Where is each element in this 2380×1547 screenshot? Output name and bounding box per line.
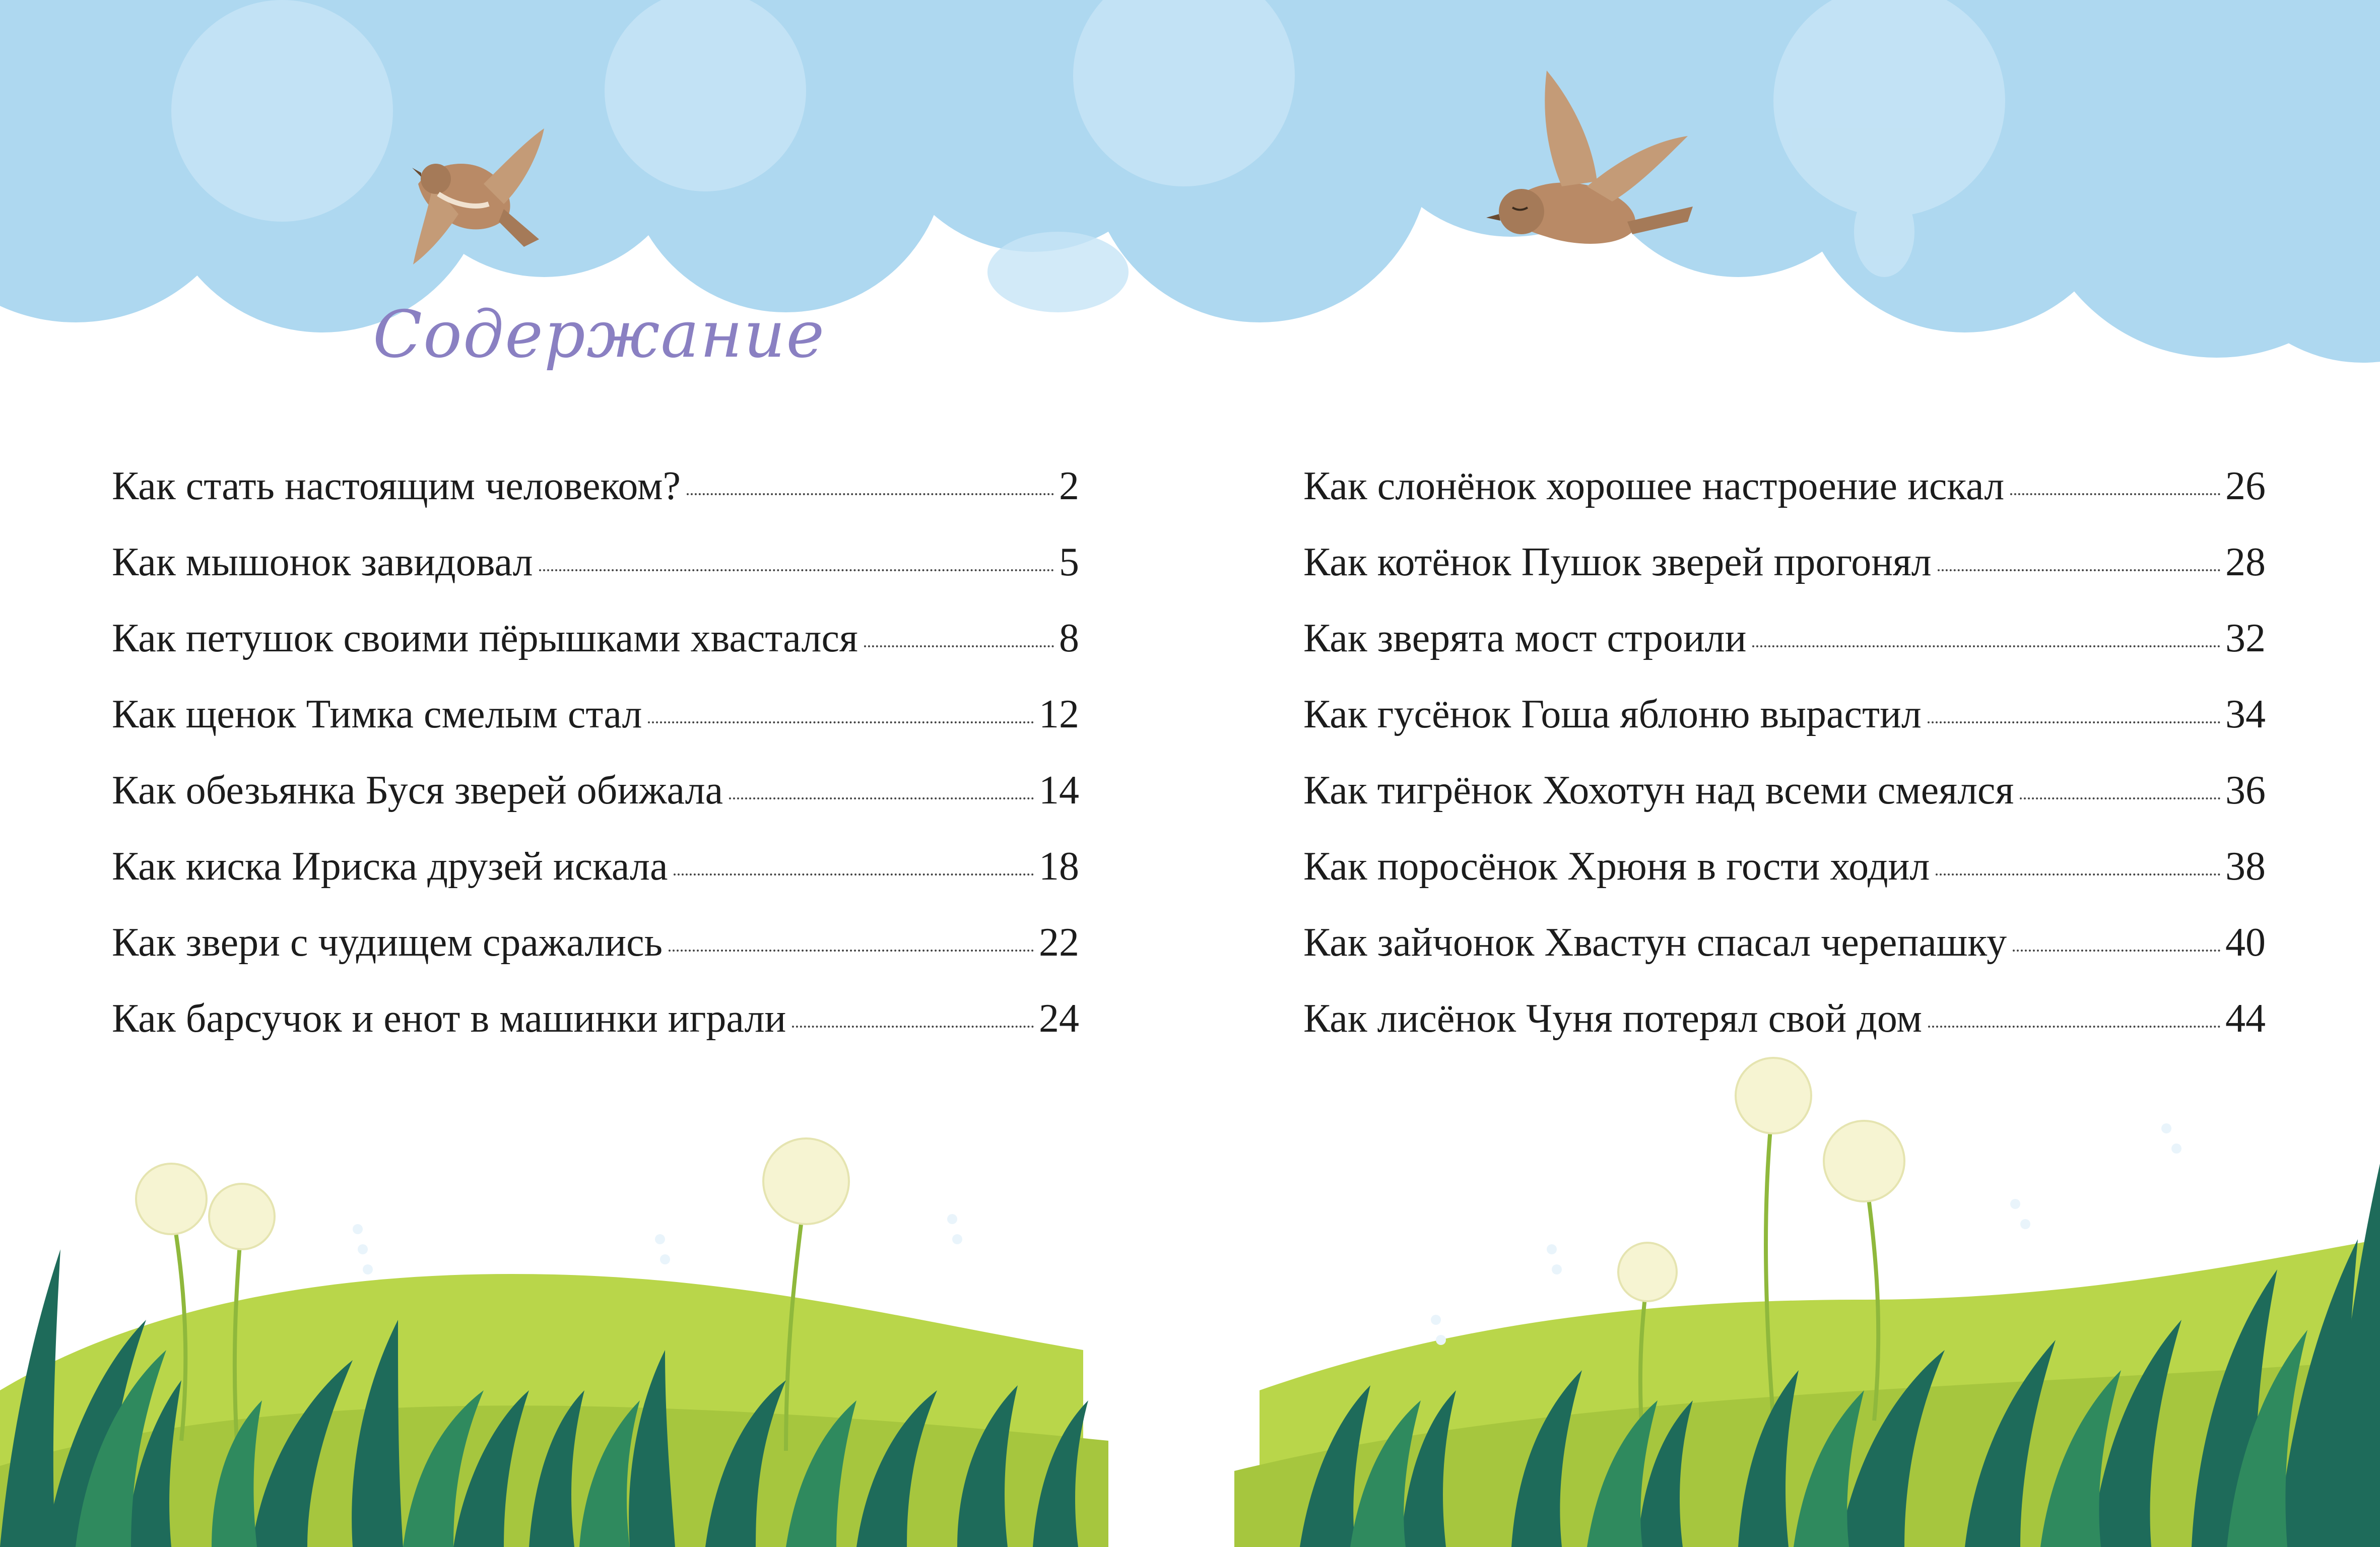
toc-entry-page: 36 — [2225, 768, 2266, 813]
toc-entry-title: Как слонёнок хорошее настроение искал — [1303, 464, 2005, 508]
page-title: Содержание — [373, 297, 826, 372]
toc-entry[interactable] — [112, 689, 1079, 765]
toc-entry-title: Как поросёнок Хрюня в гости ходил — [1303, 844, 1930, 889]
toc-entry[interactable] — [112, 917, 1079, 993]
dot-leader — [792, 1026, 1034, 1028]
sparrow-icon — [388, 108, 554, 275]
toc-entry[interactable] — [112, 537, 1079, 613]
toc-list-left — [112, 461, 1079, 1069]
toc-entry[interactable] — [1303, 613, 2266, 689]
dot-leader — [1938, 569, 2220, 571]
toc-entry-page: 44 — [2225, 996, 2266, 1041]
toc-entry-title: Как киска Ириска друзей искала — [112, 844, 668, 889]
toc-entry-title: Как зверята мост строили — [1303, 616, 1747, 660]
toc-entry-title: Как барсучок и енот в машинки играли — [112, 996, 786, 1041]
toc-entry-page: 40 — [2225, 920, 2266, 965]
toc-entry[interactable] — [1303, 765, 2266, 841]
toc-entry-page: 5 — [1059, 540, 1079, 584]
dot-leader — [1928, 721, 2220, 723]
dot-leader — [1936, 873, 2220, 876]
toc-entry[interactable] — [1303, 689, 2266, 765]
toc-entry-title: Как стать настоящим человеком? — [112, 464, 681, 508]
dot-leader — [674, 873, 1034, 876]
dot-leader — [729, 797, 1034, 799]
toc-entry-title: Как гусёнок Гоша яблоню вырастил — [1303, 692, 1922, 736]
meadow-illustration — [0, 1038, 2380, 1547]
dot-leader — [2010, 493, 2220, 495]
toc-entry[interactable] — [112, 765, 1079, 841]
toc-entry-title: Как зайчонок Хвастун спасал черепашку — [1303, 920, 2007, 965]
toc-entry[interactable] — [1303, 917, 2266, 993]
toc-entry-page: 32 — [2225, 616, 2266, 660]
dot-leader — [1752, 645, 2220, 647]
dot-leader — [1928, 1026, 2220, 1028]
toc-entry-page: 24 — [1039, 996, 1079, 1041]
toc-entry[interactable] — [112, 461, 1079, 537]
dot-leader — [687, 493, 1054, 495]
dot-leader — [2020, 797, 2220, 799]
dot-leader — [2013, 950, 2220, 952]
sparrow-icon — [1476, 60, 1718, 262]
toc-entry-title: Как мышонок завидовал — [112, 540, 533, 584]
toc-entry[interactable] — [112, 841, 1079, 917]
toc-entry[interactable] — [1303, 841, 2266, 917]
toc-entry-title: Как звери с чудищем сражались — [112, 920, 663, 965]
toc-entry-page: 28 — [2225, 540, 2266, 584]
dot-leader — [669, 950, 1034, 952]
toc-entry-page: 38 — [2225, 844, 2266, 889]
toc-entry[interactable] — [1303, 537, 2266, 613]
toc-entry[interactable] — [1303, 461, 2266, 537]
dot-leader — [539, 569, 1054, 571]
toc-entry-title: Как щенок Тимка смелым стал — [112, 692, 642, 736]
toc-entry-title: Как тигрёнок Хохотун над всеми смеялся — [1303, 768, 2014, 813]
toc-entry-page: 34 — [2225, 692, 2266, 736]
toc-list-right — [1303, 461, 2266, 1069]
toc-entry-title: Как обезьянка Буся зверей обижала — [112, 768, 723, 813]
toc-entry-page: 18 — [1039, 844, 1079, 889]
toc-entry-title: Как лисёнок Чуня потерял свой дом — [1303, 996, 1923, 1041]
dot-leader — [864, 645, 1054, 647]
toc-entry-title: Как петушок своими пёрышками хвастался — [112, 616, 858, 660]
toc-entry-page: 14 — [1039, 768, 1079, 813]
toc-entry-page: 8 — [1059, 616, 1079, 660]
toc-entry-title: Как котёнок Пушок зверей прогонял — [1303, 540, 1932, 584]
toc-entry-page: 12 — [1039, 692, 1079, 736]
toc-entry-page: 22 — [1039, 920, 1079, 965]
sky-clouds-illustration — [0, 0, 2380, 383]
toc-entry-page: 2 — [1059, 464, 1079, 508]
toc-entry-page: 26 — [2225, 464, 2266, 508]
dot-leader — [648, 721, 1034, 723]
toc-entry[interactable] — [112, 613, 1079, 689]
